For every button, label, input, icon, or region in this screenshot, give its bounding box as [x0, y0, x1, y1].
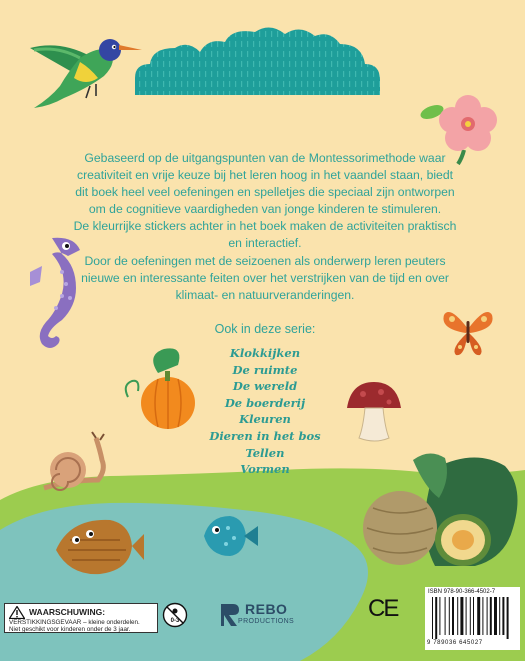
age-restriction-icon — [162, 602, 188, 628]
melon-icon — [355, 448, 525, 573]
publisher-logo-icon — [218, 600, 242, 630]
warning-line-1: VERSTIKKINGSGEVAAR – kleine onderdelen. — [9, 619, 140, 626]
snail-icon — [40, 430, 110, 495]
blurb-paragraph-2: De kleurrijke stickers achter in het boek maken de activiteiten praktisch en interactief. — [73, 219, 457, 251]
series-title: Vormen — [240, 462, 290, 477]
blurb-paragraph-1: Gebaseerd op de uitgangspunten van de Montessorimethode waar creativiteit en vrije keuze bij het leren hoog in het vaandel staan, biedt dit boek heel veel oefeningen en spelletjes die speciaal zijn ontworpen om de cognitieve vaardigheden van jonge kinderen te stimuleren. — [75, 151, 455, 217]
age-label: 0-3 — [170, 618, 180, 624]
pumpkin-icon — [118, 345, 198, 430]
hummingbird-icon — [20, 28, 145, 113]
series-title: Dieren in het bos — [209, 428, 321, 443]
ce-mark-icon: CE — [368, 595, 398, 622]
publisher-subtitle: PRODUCTIONS — [238, 618, 295, 625]
series-list — [190, 345, 340, 478]
series-title: Klokkijken — [229, 346, 301, 360]
warning-title: WAARSCHUWING: — [29, 607, 106, 617]
isbn-text: ISBN 978-90-366-4502-7 — [428, 589, 496, 595]
blurb-paragraph-3: Door de oefeningen met de seizoenen als onderwerp leren peuters nieuwe en interessante feiten over het verstrijken van de tijd en over klimaat- en natuurveranderingen. — [81, 253, 449, 302]
butterfly-icon — [438, 303, 498, 358]
series-title: De wereld — [232, 379, 298, 394]
publisher-name: REBO — [245, 601, 288, 617]
warning-label — [4, 603, 158, 633]
warning-triangle-icon — [9, 606, 25, 619]
barcode — [425, 587, 520, 650]
barcode-bars — [431, 597, 514, 639]
series-title: Tellen — [245, 445, 285, 460]
series-title: De boerderij — [224, 395, 306, 410]
blurb-text — [70, 150, 460, 304]
series-title: Kleuren — [239, 412, 291, 427]
warning-line-2: Niet geschikt voor kinderen onder de 3 jaar. — [9, 626, 131, 633]
ean-text: 9 789036 645027 — [427, 640, 483, 646]
fish-icon — [200, 508, 260, 563]
mushroom-icon — [345, 378, 403, 443]
series-heading: Ook in deze serie: — [214, 322, 316, 336]
flatfish-icon — [50, 510, 145, 580]
series-title: De ruimte — [232, 362, 298, 377]
shrub-top — [135, 27, 380, 95]
